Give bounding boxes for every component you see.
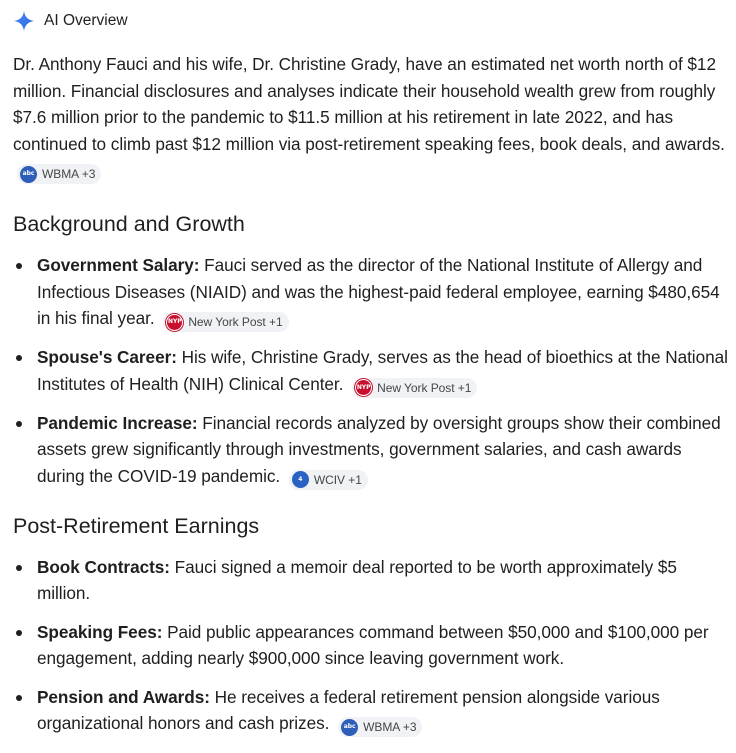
item-term: Pandemic Increase: [37,412,198,433]
item-text: Fauci signed a memoir deal reported to be worth approximately $5 million. [37,556,677,603]
list-item [13,344,729,398]
list-item [13,554,729,607]
item-text: Paid public appearances command between $50,000 and $100,000 per engagement, adding nearly $900,000 since leaving government work. [37,621,709,668]
list-item [13,410,729,490]
abc-4-logo: 4 [292,471,309,488]
list-item [13,619,729,672]
bullet-dot [16,355,22,361]
item-term: Pension and Awards: [37,686,210,707]
abc-33-40-logo: abc [20,166,37,183]
source-chip-wbma[interactable] [338,717,422,737]
new-york-post-logo: NYP [166,314,183,331]
bullet-dot [16,695,22,701]
new-york-post-logo: NYP [355,379,372,396]
intro-paragraph [13,51,729,184]
source-chip-nypost[interactable] [352,378,477,398]
bullet-list [13,252,729,490]
bullet-dot [16,565,22,571]
source-chip-label: New York Post +1 [377,380,472,395]
source-chip-nypost[interactable] [163,312,288,332]
source-chip-label: WBMA +3 [42,167,96,181]
sparkle-icon [13,10,35,32]
item-term: Speaking Fees: [37,621,163,642]
list-item [13,684,729,738]
item-text: His wife, Christine Grady, serves as the head of bioethics at the National Institutes of Health (NIH) Clinical Center. [37,347,728,394]
item-text: He receives a federal retirement pension alongside various organizational honors and cash prizes. [37,686,660,733]
item-term: Spouse's Career: [37,347,177,367]
bullet-dot [16,263,22,269]
source-chip-label: New York Post +1 [188,315,283,329]
abc-33-40-logo: abc [341,719,358,736]
section-title: Post-Retirement Earnings [13,513,260,538]
source-chip-wbma[interactable] [17,164,101,184]
item-text: Financial records analyzed by oversight groups show their combined assets grew significantly through investments, government salaries, and cash awards during the COVID-19 pandemic. [37,412,721,486]
source-chip-label: WCIV +1 [313,472,362,487]
bullet-dot [16,630,22,636]
ai-overview-panel [13,0,729,749]
ai-overview-title: AI Overview [44,12,128,29]
bullet-dot [16,421,22,427]
bullet-list [13,554,729,738]
section-title: Background and Growth [13,212,245,236]
item-term: Book Contracts: [37,556,170,577]
source-chip-label: WBMA +3 [363,720,417,734]
item-text: Fauci served as the director of the National Institute of Allergy and Infectious Diseases (NIAID) and was the highest-paid federal employee, earning $480,654 in his final year. [37,255,720,328]
item-term: Government Salary: [37,255,200,275]
ai-overview-header [13,0,729,42]
list-item [13,252,729,332]
source-chip-wciv[interactable] [289,470,368,490]
intro-text: Dr. Anthony Fauci and his wife, Dr. Christine Grady, have an estimated net worth north of $12 million. Financial disclosures and analyses indicate their household wealth grew from roughly $7.6 million prior to the pandemic to $11.5 million at his retirement in late 2022, and has continued to climb past $12 million via post-retirement speaking fees, book deals, and awards. [13,54,725,154]
